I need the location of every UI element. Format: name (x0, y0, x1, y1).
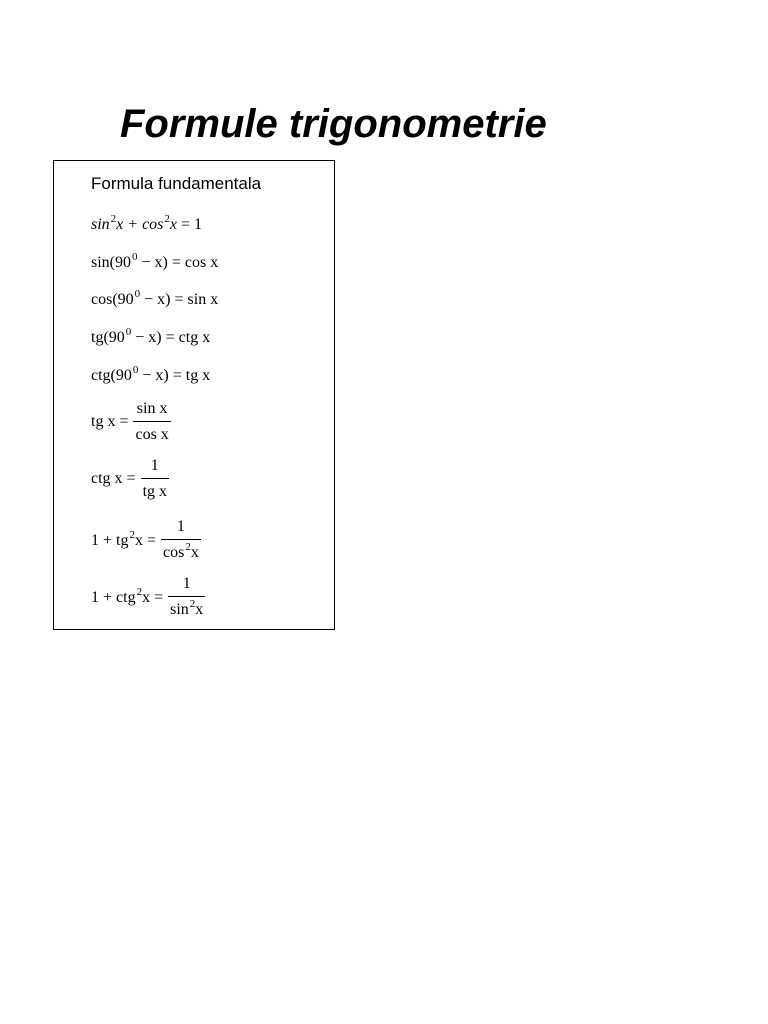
fraction-denominator: tg x (141, 478, 169, 502)
formula-lhs: cos(90 (91, 291, 134, 308)
formula-lhs: $1 + tg^2x$ = (91, 528, 156, 549)
page-title: Formule trigonometrie (120, 102, 547, 146)
formula-cos-complement (91, 290, 218, 311)
formula-fundamental-identity (91, 215, 202, 236)
fraction-denominator: $\cos^2x$ (161, 539, 201, 564)
formula-rhs: − x) = tg x (138, 367, 211, 384)
formula-degree-superscript: 0 (132, 251, 138, 263)
formula-lhs: ctg(90 (91, 367, 132, 384)
formula-lhs: ctg x = (91, 470, 136, 487)
formula-cos-exponent: 2 (164, 213, 170, 225)
fraction-numerator: 1 (182, 575, 191, 592)
fraction (161, 517, 201, 564)
formula-tg-squared-identity (91, 517, 201, 564)
formula-rhs: − x) = sin x (140, 291, 219, 308)
formula-lhs: tg(90 (91, 329, 125, 346)
formula-ctg-definition (91, 456, 169, 502)
fraction (141, 456, 169, 502)
formula-ctg-complement (91, 366, 210, 387)
formula-tg-definition (91, 399, 171, 445)
formula-heading: Formula fundamentala (91, 174, 262, 193)
formula-sin-exponent: 2 (110, 213, 117, 225)
fraction-numerator: 1 (176, 518, 185, 535)
formula-x-term: x + (116, 216, 143, 233)
formula-x-term: x (169, 216, 178, 233)
formula-rhs: − x) = cos x (137, 254, 219, 271)
formula-rhs: = 1 (177, 216, 203, 233)
fraction-denominator: cos x (133, 421, 170, 445)
formula-tg-complement (91, 328, 210, 349)
formula-lhs: tg x = (91, 413, 129, 430)
formula-sin-term: sin (91, 216, 110, 233)
formula-degree-superscript: 0 (134, 288, 141, 300)
formula-ctg-squared-identity (91, 574, 205, 621)
fraction (168, 574, 205, 621)
fraction-numerator: sin x (136, 400, 168, 417)
fraction (133, 399, 170, 445)
formula-degree-superscript: 0 (132, 364, 139, 376)
fraction-numerator: 1 (150, 457, 159, 474)
formula-sin-complement (91, 253, 218, 274)
fraction-denominator: $\sin^2x$ (168, 596, 205, 621)
formula-rhs: − x) = ctg x (131, 329, 211, 346)
formula-lhs: sin(90 (91, 254, 131, 271)
formula-cos-term: cos (142, 216, 164, 233)
formula-box (53, 160, 335, 630)
formula-degree-superscript: 0 (125, 326, 132, 338)
formula-lhs: 1 + ctg$^2$x = (91, 585, 164, 606)
